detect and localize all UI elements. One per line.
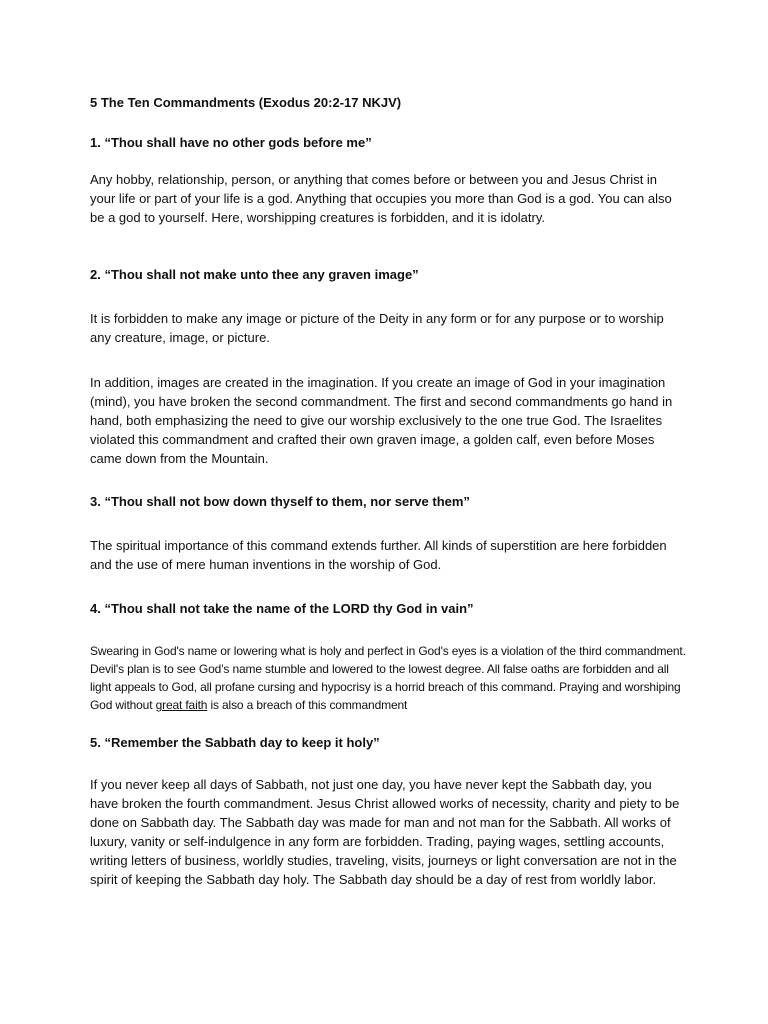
document-title: 5 The Ten Commandments (Exodus 20:2-17 NKJV)	[90, 95, 402, 110]
section-heading-1: 1. “Thou shall have no other gods before me”	[90, 135, 372, 150]
section-4-text-after: is also a breach of this commandment	[207, 698, 408, 712]
section-2-paragraph-2: In addition, images are created in the imagination. If you create an image of God in your imagination (mind), you have broken the second commandment. The first and second commandments go hand in hand, both emphasizing the need to give our worship exclusively to the one true God. The Israelites violated this commandment and crafted their own graven image, a golden calf, even before Moses came down from the Mountain.	[90, 375, 673, 466]
section-2-paragraph-1: It is forbidden to make any image or picture of the Deity in any form or for any purpose or to worship any creature, image, or picture.	[90, 311, 664, 345]
section-heading-3: 3. “Thou shall not bow down thyself to them, nor serve them”	[90, 494, 470, 509]
great-faith-underlined-text: great faith	[155, 698, 208, 712]
section-4-paragraph	[90, 642, 686, 714]
section-4-text-before: Swearing in God's name or lowering what is holy and perfect in God's eyes is a violation of the third commandment. Devil's plan is to see God’s name stumble and lowered to the lowest degree. All false oaths are forbidden and all light appeals to God, all profane cursing and hypocrisy is a horrid breach of this command. Praying and worshiping God without	[90, 644, 686, 712]
section-heading-5: 5. “Remember the Sabbath day to keep it holy”	[90, 735, 380, 750]
section-1-paragraph: Any hobby, relationship, person, or anything that comes before or between you and Jesus Christ in your life or part of your life is a god. Anything that occupies you more than God is a god. You can also be a god to yourself. Here, worshipping creatures is forbidden, and it is idolatry.	[90, 172, 672, 225]
section-heading-4: 4. “Thou shall not take the name of the LORD thy God in vain”	[90, 601, 474, 616]
document-page	[90, 0, 690, 1024]
section-3-paragraph: The spiritual importance of this command extends further. All kinds of superstition are here forbidden and the use of mere human inventions in the worship of God.	[90, 538, 667, 572]
section-5-paragraph: If you never keep all days of Sabbath, not just one day, you have never kept the Sabbath day, you have broken the fourth commandment. Jesus Christ allowed works of necessity, charity and piety to be done on Sabbath day. The Sabbath day was made for man and not man for the Sabbath. All works of luxury, vanity or self-indulgence in any form are forbidden. Trading, paying wages, settling accounts, writing letters of business, worldly studies, traveling, visits, journeys or light conversation are not in the spirit of keeping the Sabbath day holy. The Sabbath day should be a day of rest from worldly labor.	[90, 777, 680, 887]
section-heading-2: 2. “Thou shall not make unto thee any graven image”	[90, 267, 419, 282]
